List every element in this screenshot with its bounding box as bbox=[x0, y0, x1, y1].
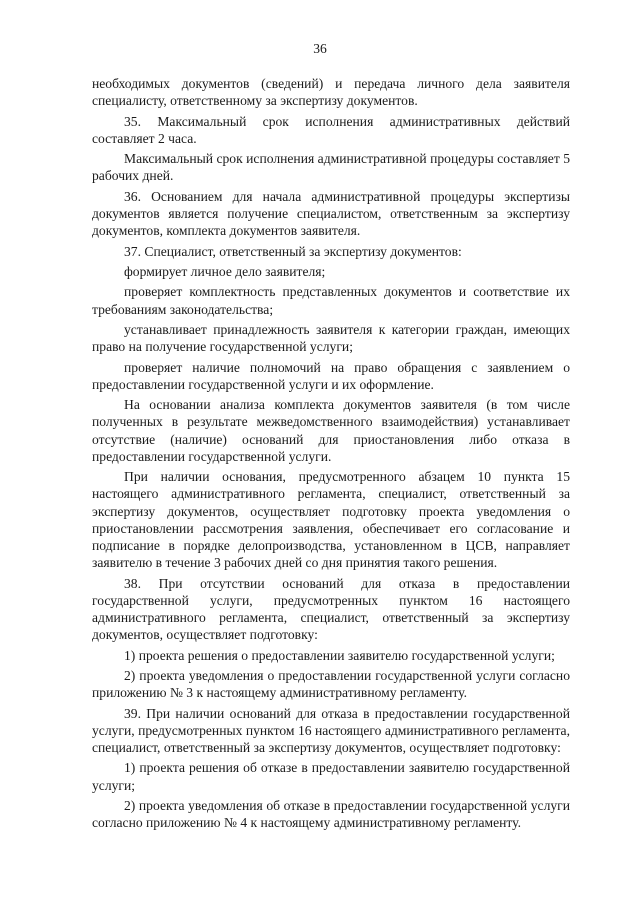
paragraph: При наличии основания, предусмотренного абзацем 10 пункта 15 настоящего административного регламента, специалист, ответственный за экспертизу документов, осуществляет подготовку проекта уведомления о приостановлении рассмотрения заявления, обеспечивает его согласование и подписание в порядке делопроизводства, установленном в ЦСВ, направляет заявителю в течение 3 рабочих дней со дня принятия такого решения. bbox=[92, 469, 570, 571]
page-number: 36 bbox=[313, 41, 327, 56]
paragraph: 35. Максимальный срок исполнения административных действий составляет 2 часа. bbox=[92, 113, 570, 146]
paragraph: 38. При отсутствии оснований для отказа в предоставлении государственной услуги, предусмотренных пунктом 16 настоящего административного регламента, специалист, ответственный за экспертизу документов, осуществляет подготовку: bbox=[92, 575, 570, 643]
paragraph: необходимых документов (сведений) и передача личного дела заявителя специалисту, ответственному за экспертизу документов. bbox=[92, 76, 570, 109]
paragraph: 39. При наличии оснований для отказа в предоставлении государственной услуги, предусмотренных пунктом 16 настоящего административного регламента, специалист, ответственный за экспертизу документов, осуществляет подготовку: bbox=[92, 705, 570, 755]
paragraph: 1) проекта решения о предоставлении заявителю государственной услуги; bbox=[124, 647, 555, 663]
paragraph: 2) проекта уведомления об отказе в предоставлении государственной услуги согласно приложению № 4 к настоящему административному регламенту. bbox=[92, 797, 570, 831]
paragraph: проверяет наличие полномочий на право обращения с заявлением о предоставлении государственной услуги и их оформление. bbox=[92, 359, 570, 392]
paragraph: проверяет комплектность представленных документов и соответствие их требованиям законодательства; bbox=[92, 284, 570, 317]
paragraph: устанавливает принадлежность заявителя к категории граждан, имеющих право на получение государственной услуги; bbox=[92, 321, 570, 355]
document-body bbox=[92, 75, 570, 835]
paragraph: 36. Основанием для начала административной процедуры экспертизы документов является получение специалистом, ответственным за экспертизу документов, комплекта документов заявителя. bbox=[92, 188, 570, 239]
paragraph: 37. Специалист, ответственный за экспертизу документов: bbox=[124, 243, 462, 259]
paragraph: 1) проекта решения об отказе в предоставлении заявителю государственной услуги; bbox=[92, 760, 570, 793]
paragraph: формирует личное дело заявителя; bbox=[124, 263, 326, 279]
paragraph: На основании анализа комплекта документов заявителя (в том числе полученных в результате межведомственного взаимодействия) устанавливает отсутствие (наличие) оснований для приостановления либо отказа в предоставлении государственной услуги. bbox=[92, 397, 570, 464]
paragraph: Максимальный срок исполнения административной процедуры составляет 5 рабочих дней. bbox=[92, 151, 570, 184]
paragraph: 2) проекта уведомления о предоставлении государственной услуги согласно приложению № 3 к настоящему административному регламенту. bbox=[92, 667, 570, 701]
